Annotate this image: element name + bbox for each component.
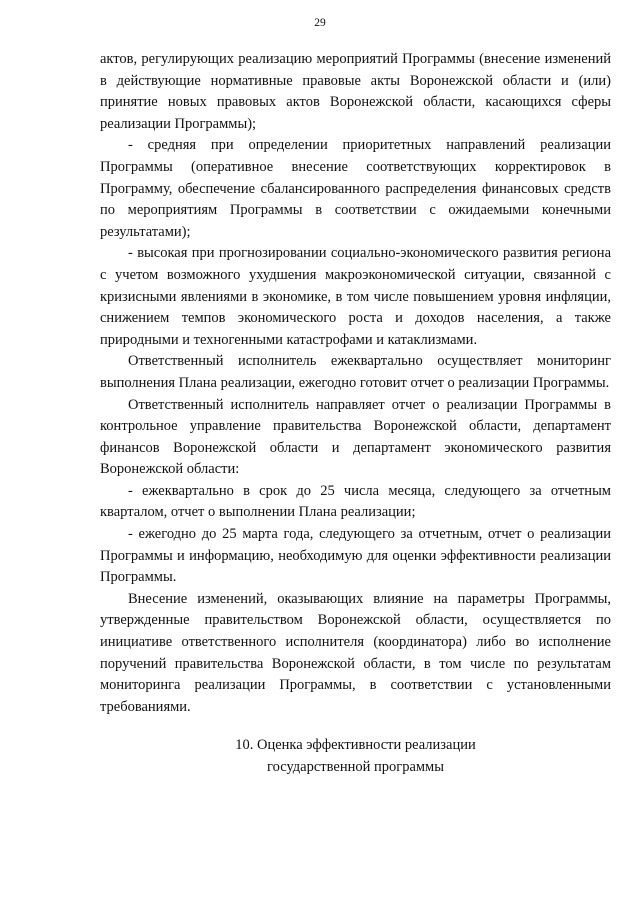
paragraph-report-recipients: Ответственный исполнитель направляет отчет о реализации Программы в контрольное управление правительства Воронежской области, департамент финансов Воронежской области и департамент экономического развития Воронежской области: [100, 396, 611, 478]
section-heading-line-1: 10. Оценка эффективности реализации [235, 737, 476, 753]
section-heading-line-2: государственной программы [267, 758, 444, 775]
paragraph-annual-report: - ежегодно до 25 марта года, следующего за отчетным, отчет о реализации Программы и информацию, необходимую для оценки эффективности реализации Программы. [100, 526, 611, 586]
section-heading [100, 735, 611, 778]
paragraph-medium-risk: - средняя при определении приоритетных направлений реализации Программы (оперативное внесение соответствующих корректировок в Программу, обеспечение сбалансированного распределения финансовых средств по мероприятиям Программы в соответствии с ожидаемыми конечными результатами); [100, 137, 611, 240]
paragraph-continuation: актов, регулирующих реализацию мероприятий Программы (внесение изменений в действующие нормативные правовые акты Воронежской области и (или) принятие новых правовых актов Воронежской области, касающихся сферы реализации Программы); [100, 51, 611, 132]
paragraph-program-changes: Внесение изменений, оказывающих влияние на параметры Программы, утвержденные правительством Воронежской области, осуществляется по инициативе ответственного исполнителя (координатора) либо во исполнение поручений правительства Воронежской области, в том числе по результатам мониторинга реализации Программы, в соответствии с установленными требованиями. [100, 590, 611, 715]
paragraph-quarterly-report: - ежеквартально в срок до 25 числа месяца, следующего за отчетным кварталом, отчет о выполнении Плана реализации; [100, 482, 611, 521]
page-number: 29 [314, 17, 326, 29]
paragraph-high-risk: - высокая при прогнозировании социально-экономического развития региона с учетом возможного ухудшения макроэкономической ситуации, связанной с кризисными явлениями в экономике, в том числе повышением уровня инфляции, снижением темпов экономического роста и доходов населения, а также природными и техногенными катастрофами и катаклизмами. [100, 245, 611, 348]
paragraph-monitoring: Ответственный исполнитель ежеквартально осуществляет мониторинг выполнения Плана реализации, ежегодно готовит отчет о реализации Программы. [100, 353, 611, 391]
body-text [100, 49, 611, 718]
